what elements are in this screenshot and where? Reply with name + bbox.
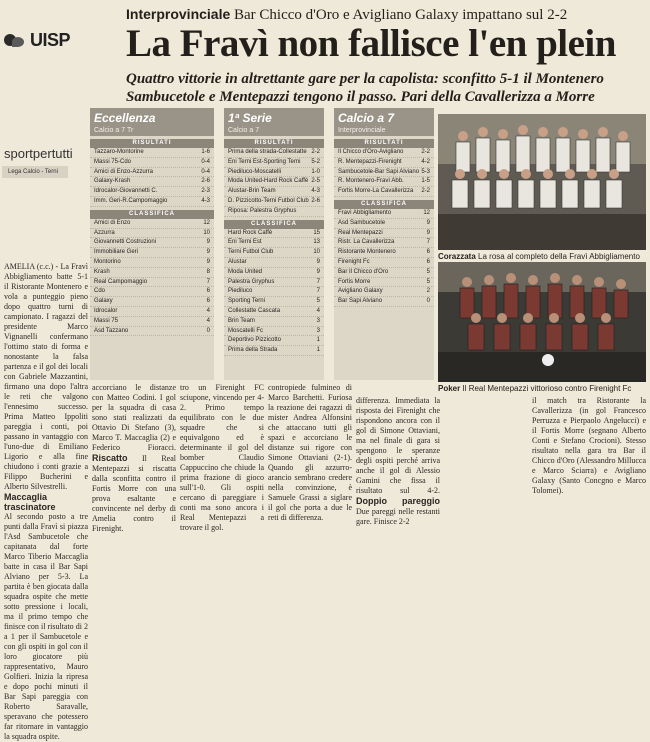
team-name: Bar Il Chicco d'Oro — [338, 268, 389, 275]
standing-row — [334, 229, 434, 239]
standing-row — [334, 268, 434, 278]
standing-row — [90, 327, 214, 337]
standing-row — [224, 297, 324, 307]
uisp-logo — [4, 30, 70, 51]
result-row — [90, 177, 214, 187]
result-row — [224, 148, 324, 158]
article-column-6 — [532, 396, 646, 495]
team-points: 12 — [423, 209, 430, 216]
match-score: 0-4 — [201, 168, 210, 175]
team-name: Galaxy — [94, 298, 113, 305]
team-points: 6 — [206, 298, 210, 305]
result-row — [334, 177, 434, 187]
team-points: 3 — [316, 317, 320, 324]
article-column-2 — [92, 383, 176, 533]
team-name: Piediluco — [228, 288, 253, 295]
standing-row — [334, 278, 434, 288]
team-points: 13 — [313, 239, 320, 246]
match-name: Tazzaro-Montorine — [94, 149, 144, 155]
standing-row — [90, 278, 214, 288]
result-row — [224, 158, 324, 168]
standing-row — [334, 219, 434, 229]
team-name: Montorino — [94, 258, 121, 265]
result-row — [90, 187, 214, 197]
team-points: 3 — [316, 327, 320, 334]
team-points: 9 — [316, 268, 320, 275]
match-name: Fortis Morre-La Cavallerizza — [338, 188, 414, 195]
caption-bottom-bold: Poker — [438, 384, 461, 393]
team-name: Bar Sapi Alviano — [338, 298, 383, 305]
photo-mentepazzi-team — [438, 262, 646, 382]
headline: La Fravì non fallisce l'en plein — [126, 22, 616, 65]
league-label: Lega Calcio - Terni — [2, 166, 68, 178]
team-points: 12 — [203, 219, 210, 226]
match-score: 2-2 — [421, 149, 430, 155]
caption-top — [438, 252, 640, 261]
team-name: Immobiliare Geri — [94, 249, 139, 256]
article-subhead-2: Riscatto — [92, 453, 128, 463]
team-name: Giovannetti Costruzioni — [94, 239, 157, 246]
kicker: Interprovinciale — [126, 6, 231, 22]
match-score: 1-5 — [421, 178, 430, 185]
team-points: 0 — [426, 298, 430, 305]
article-col2b-text: Il Real Mentepazzi si riscatta dalla sconfitta contro il Fortis Morre con una prova esaltante e convincente nel derby di Amelia contro il Firenight. — [92, 454, 176, 533]
team-name: Amici di Enzo — [94, 219, 131, 226]
team-name: Deportivo Pizzicotto — [228, 337, 282, 344]
result-row — [90, 168, 214, 178]
section-name: sportpertutti — [4, 146, 73, 161]
team-name: Cdo — [94, 288, 106, 295]
team-name: Firenight Fc — [338, 258, 370, 265]
team-points: 9 — [426, 229, 430, 236]
standing-row — [224, 336, 324, 346]
result-row — [90, 158, 214, 168]
standing-row — [334, 258, 434, 268]
match-name: R. Mentepazzi-Firenight — [338, 158, 402, 165]
team-points: 6 — [426, 258, 430, 265]
caption-bottom — [438, 384, 631, 393]
team-points: 4 — [206, 317, 210, 324]
match-name: Prima della strada-Collestatte — [228, 149, 307, 155]
team-points: 7 — [426, 239, 430, 246]
serie1-title: 1ª Serie — [224, 108, 324, 126]
team-name: Real Mentepazzi — [338, 229, 383, 236]
standing-row — [334, 297, 434, 307]
article-col1b-text: Al secondo posto a tre punti dalla Fravì si piazza l'Asd Sambucetole che capitanata dal forte Marco Tiberio Maccaglia batte in casa il Bar Sapi Alviano per 5-3. La partita è ben giocata dalla squadra ospite che mette sotto pressione i locali, ma il primo tempo che finisce con il risultato di 2 a 1 per il Sambucetole e con gli ospiti in gol con il loro giocatore più rappresentativo, Mauro Golfieri. Inizia la ripresa e dopo pochi minuti il Bar Sapi pareggia con Roberto Saravalle, speravano che potessero far ritornare in vantaggio la squadra ospite. — [4, 512, 88, 741]
team-points: 6 — [206, 288, 210, 295]
match-name: Massi 75-Cdo — [94, 158, 132, 165]
logo-text: UISP — [30, 30, 71, 50]
standing-row — [334, 209, 434, 219]
match-score: 2-6 — [311, 197, 320, 204]
team-name: Hard Rock Caffè — [228, 229, 273, 236]
result-row — [224, 207, 324, 217]
match-score: 2-3 — [201, 188, 210, 195]
result-row — [224, 168, 324, 178]
article-column-3 — [180, 383, 264, 532]
article-col3-text: tro un Firenight FC sciupone, vincendo per 4-2. Primo tempo equilibrato con le due squadre che si equivalgono ed è determinante il gol del bomber Claudio Cappuccino che chiude la prima frazione di gioco sull'1-0. Gli ospiti cercano di pareggiare i conti ma sono ancora i Real Mentepazzi a trovare il gol. — [180, 383, 264, 532]
team-points: 15 — [313, 229, 320, 236]
team-points: 9 — [206, 249, 210, 256]
team-points: 0 — [206, 327, 210, 334]
team-points: 6 — [426, 249, 430, 256]
serie1-subtitle: Calcio a 7 — [224, 126, 324, 136]
team-name: Real Campomaggio — [94, 278, 148, 285]
match-name: Sambucetole-Bar Sapi Alviano — [338, 168, 420, 175]
standing-row — [90, 219, 214, 229]
eccellenza-results-label: RISULTATI — [90, 139, 214, 148]
article-col2-text: accorciano le distanze con Matteo Codini. I gol per la squadra di casa sono stati realizzati da Ottavio Di Stefano (3), Marco T. Maccaglia (2) e Federico Fioracci. — [92, 383, 176, 452]
calcio7-standings-label: CLASSIFICA — [334, 200, 434, 209]
team-points: 7 — [206, 278, 210, 285]
standing-row — [334, 248, 434, 258]
team-name: Ristr. La Cavallerizza — [338, 239, 395, 246]
match-score: 2-2 — [421, 188, 430, 195]
team-name: Avigliano Galaxy — [338, 288, 383, 295]
match-score: 4-3 — [201, 197, 210, 204]
caption-top-text: La rosa al completo della Fravì Abbigliamento — [478, 252, 640, 261]
table-calcio-a-7 — [334, 108, 434, 380]
team-name: Brin Team — [228, 317, 255, 324]
article-col4-text: contropiede fulmineo di Marco Barchetti. Furiosa la reazione dei ragazzi di mister Andrea Alfonsini che attaccano tutti gli spazi e accorciano le distanze sui rigore con Simone Ottaviani (2-1). Quando gli azzurro-arancio sembrano credere nella convinzione, è Samuele Grassi a siglare il gol che porta a due le reti di differenza. — [268, 383, 352, 522]
result-row — [334, 187, 434, 197]
article-column-1 — [4, 262, 88, 741]
eccellenza-standings-label: CLASSIFICA — [90, 210, 214, 219]
eccellenza-subtitle: Calcio a 7 Tr — [90, 126, 214, 136]
result-row — [224, 197, 324, 207]
article-col6-text: il match tra Ristorante la Cavallerizza (in gol Francesco Perruzza e Pierpaolo Angelucci) e il Fortis Morre (segnano Alberto Conti e Stefano Crocioni). Stesso risultato nella gara tra Bar il Chicco d'Oro (Alessandro Millucca e Marco Sciarra) e Avigliano Galaxy (Santo Concgno e Marco Tolomei). — [532, 396, 646, 495]
team-name: Krash — [94, 268, 110, 275]
result-row — [334, 158, 434, 168]
team-points: 1 — [316, 337, 320, 344]
team-name: Moscatelli Fc — [228, 327, 264, 334]
match-name: R. Montenero-Fravì Abb. — [338, 178, 404, 185]
team-points: 1 — [316, 347, 320, 354]
standing-row — [224, 307, 324, 317]
team-points: 10 — [203, 229, 210, 236]
match-name: Il Chicco d'Oro-Avigliano — [338, 149, 404, 155]
serie1-standings-label: CLASSIFICA — [224, 220, 324, 229]
match-name: Galaxy-Krash — [94, 178, 131, 185]
match-score: 0-4 — [201, 158, 210, 165]
standing-row — [90, 268, 214, 278]
match-score: 1-6 — [201, 149, 210, 155]
team-points: 10 — [313, 249, 320, 256]
team-name: Asd Sambucetole — [338, 219, 386, 226]
standing-row — [224, 258, 324, 268]
team-name: Sporting Terni — [228, 298, 265, 305]
standing-row — [224, 287, 324, 297]
team-points: 9 — [206, 239, 210, 246]
article-col5-text: differenza. Immediata la risposta dei Firenight che rispondono ancora con il gol di Simone Ottaviani, ma nel finale di gara si spengono le speranze degli ospiti perché arriva anche il gol di Alessio Gamini che fissa il risultato sul 4-2. — [356, 396, 440, 495]
result-row — [224, 187, 324, 197]
standing-row — [334, 287, 434, 297]
result-row — [90, 197, 214, 207]
calcio7-subtitle: Interprovinciale — [334, 126, 434, 136]
standing-row — [90, 229, 214, 239]
uisp-mark-icon — [4, 32, 28, 50]
standing-row — [224, 346, 324, 356]
standing-row — [90, 287, 214, 297]
team-points: 2 — [426, 288, 430, 295]
standing-row — [224, 327, 324, 337]
match-score: 2-6 — [201, 178, 210, 185]
team-points: 4 — [206, 307, 210, 314]
standing-row — [90, 258, 214, 268]
subheadline: Quattro vittorie in altrettante gare per la capolista: sconfitto 5-1 il Montenero Sambucetole e Mentepazzi tengono il passo. Pari della Cavallerizza a Morre — [126, 71, 604, 105]
team-name: Alustar — [228, 258, 247, 265]
match-name: Moda United-Hard Rock Caffè — [228, 178, 309, 185]
team-name: Prima della Strada — [228, 347, 278, 354]
result-row — [224, 177, 324, 187]
topline-text: Bar Chicco d'Oro e Avigliano Galaxy impattano sul 2-2 — [234, 7, 568, 23]
standing-row — [224, 317, 324, 327]
match-name: D. Pizzicotto-Terni Futbol Club — [228, 197, 309, 204]
team-points: 4 — [316, 307, 320, 314]
article-subhead-1: Maccaglia trascinatore — [4, 492, 56, 512]
team-points: 7 — [316, 278, 320, 285]
team-name: Fortis Morre — [338, 278, 371, 285]
article-column-4 — [268, 383, 352, 522]
match-score: 5-2 — [311, 158, 320, 165]
table-eccellenza — [90, 108, 214, 380]
match-score: 1-0 — [311, 168, 320, 175]
team-points: 9 — [426, 219, 430, 226]
caption-top-bold: Corazzata — [438, 252, 476, 261]
team-points: 5 — [316, 298, 320, 305]
team-points: 5 — [426, 268, 430, 275]
team-name: Collestatte Cascata — [228, 307, 281, 314]
team-name: Ristorante Montenero — [338, 249, 396, 256]
team-name: Eni Terni Est — [228, 239, 262, 246]
standing-row — [90, 238, 214, 248]
match-score: 5-3 — [421, 168, 430, 175]
standing-row — [90, 317, 214, 327]
team-name: Azzurra — [94, 229, 115, 236]
match-name: Piediluco-Moscatelli — [228, 168, 282, 175]
calcio7-results-label: RISULTATI — [334, 139, 434, 148]
table-prima-serie — [224, 108, 324, 380]
article-col1-text: AMELIA (c.c.) - La Fravì Abbigliamento batte 5-1 il Ristorante Montenero e vola a punteggio pieno dopo quattro turni di campionato. I ragazzi del presidente Marco Vignanelli confermano l'ottimo stato di forma e nonostante la falsa partenza e il gol dei locali con Gabriele Mazzantini, firmano una dopo l'altra le reti che valgono l'ennesimo successo. Prima Matteo Ippoliti pareggia i conti, poi passano in vantaggio con l'uno-due di Emiliano Ligorio e alla fine chiudono i conti grazie a Filippo Bucherini e Alberto Silvestrelli. — [4, 262, 88, 491]
match-name: Alustar-Brin Team — [228, 188, 276, 195]
team-name: Idrocalor — [94, 307, 118, 314]
standing-row — [90, 307, 214, 317]
team-points: 9 — [316, 258, 320, 265]
eccellenza-title: Eccellenza — [90, 108, 214, 126]
team-points: 8 — [206, 268, 210, 275]
match-name: Amici di Enzo-Azzurra — [94, 168, 154, 175]
standing-row — [224, 248, 324, 258]
article-col5b-text: Due pareggi nelle restanti gare. Finisce 2-2 — [356, 507, 440, 526]
article-column-5 — [356, 396, 440, 526]
match-score: 2-5 — [311, 178, 320, 185]
result-row — [90, 148, 214, 158]
result-row — [334, 168, 434, 178]
standing-row — [90, 248, 214, 258]
match-score: 4-2 — [421, 158, 430, 165]
team-name: Palestra Gryphus — [228, 278, 275, 285]
team-name: Fravì Abbigliamento — [338, 209, 392, 216]
match-score: 2-2 — [311, 149, 320, 155]
standing-row — [224, 238, 324, 248]
match-name: Eni Terni Est-Sporting Terni — [228, 158, 301, 165]
match-name: Riposa: Palestra Gryphus — [228, 207, 297, 214]
serie1-results-label: RISULTATI — [224, 139, 324, 148]
team-name: Moda United — [228, 268, 263, 275]
photo-fravi-team — [438, 114, 646, 250]
team-photo-image-2 — [438, 262, 646, 382]
match-score: 4-3 — [311, 188, 320, 195]
match-name: Imm. Geri-R.Campomaggio — [94, 197, 168, 204]
team-photo-image — [438, 114, 646, 250]
team-name: Massi 75 — [94, 317, 119, 324]
calcio7-title: Calcio a 7 — [334, 108, 434, 126]
article-subhead-5: Doppio pareggio — [356, 496, 440, 506]
caption-bottom-text: Il Real Mentepazzi vittorioso contro Firenight Fc — [462, 384, 632, 393]
team-points: 7 — [316, 288, 320, 295]
team-name: Terni Futbol Club — [228, 249, 274, 256]
team-points: 9 — [206, 258, 210, 265]
team-points: 5 — [426, 278, 430, 285]
standing-row — [224, 268, 324, 278]
team-name: Asd Tazzano — [94, 327, 129, 334]
standing-row — [224, 229, 324, 239]
standing-row — [334, 238, 434, 248]
standing-row — [224, 278, 324, 288]
match-name: Idrocalor-Giovannetti C. — [94, 188, 158, 195]
result-row — [334, 148, 434, 158]
standing-row — [90, 297, 214, 307]
